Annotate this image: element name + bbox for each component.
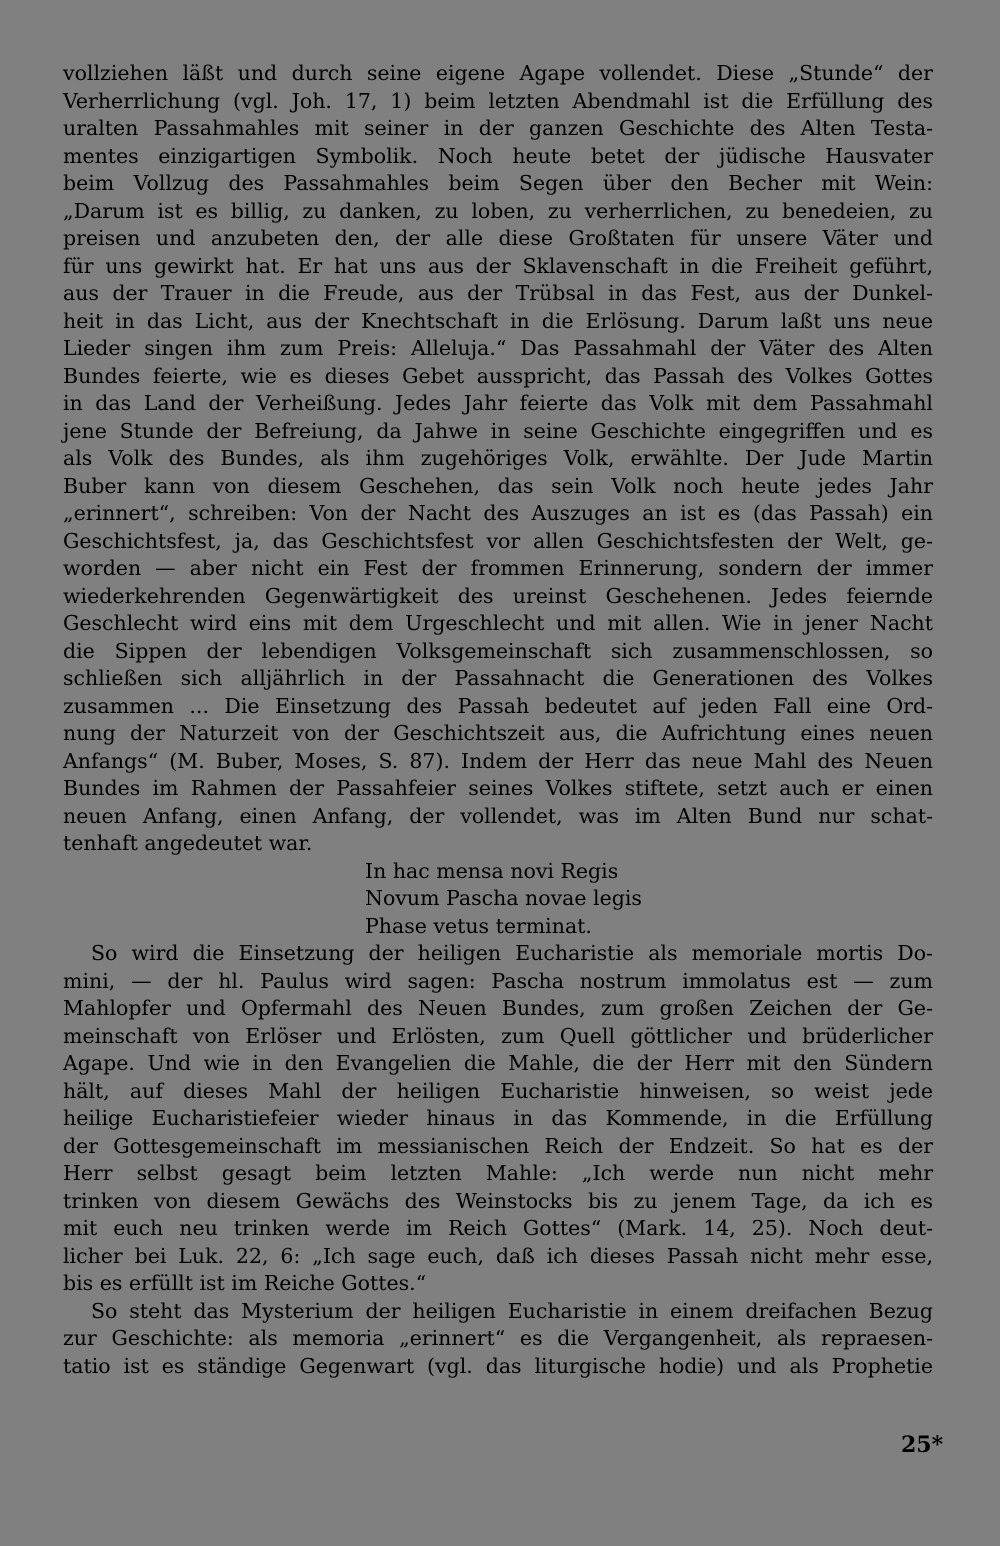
text-line: hält, auf dieses Mahl der heiligen Eucharistie hinweisen, so weist jede [63, 1078, 933, 1103]
text-line: mini, — der hl. Paulus wird sagen: Pascha nostrum immolatus est — zum [63, 968, 933, 993]
text-line: Bundes feierte, wie es dieses Gebet ausspricht, das Passah des Volkes Gottes [63, 363, 933, 388]
text-line: Herr selbst gesagt beim letzten Mahle: „Ich werde nun nicht mehr [63, 1161, 933, 1185]
text-line: mit euch neu trinken werde im Reich Gottes“ (Mark. 14, 25). Noch deut- [63, 1216, 933, 1240]
text-line: wiederkehrenden Gegenwärtigkeit des ureinst Geschehenen. Jedes feiernde [63, 583, 933, 608]
page-body [63, 60, 933, 1380]
verse-line: Novum Pascha novae legis [365, 886, 642, 910]
latin-verse [63, 858, 933, 941]
text-line: Buber kann von diesem Geschehen, das sein Volk noch heute jedes Jahr [63, 473, 933, 498]
text-line: für uns gewirkt hat. Er hat uns aus der Sklavenschaft in die Freiheit geführt, [63, 253, 933, 278]
page-number: 25* [901, 1432, 944, 1458]
text-line: Anfangs“ (M. Buber, Moses, S. 87). Indem der Herr das neue Mahl des Neuen [63, 748, 933, 773]
text-line: „Darum ist es billig, zu danken, zu loben, zu verherrlichen, zu benedeien, zu [63, 198, 933, 223]
text-line: der Gottesgemeinschaft im messianischen Reich der Endzeit. So hat es der [63, 1133, 933, 1158]
text-line: trinken von diesem Gewächs des Weinstocks bis zu jenem Tage, da ich es [63, 1188, 933, 1213]
text-line: meinschaft von Erlöser und Erlösten, zum Quell göttlicher und brüderlicher [63, 1023, 933, 1048]
text-line: worden — aber nicht ein Fest der frommen Erinnerung, sondern der immer [63, 556, 933, 580]
text-line: So wird die Einsetzung der heiligen Eucharistie als memoriale mortis Do- [91, 941, 933, 965]
text-line: zusammen ... Die Einsetzung des Passah bedeutet auf jeden Fall eine Ord- [63, 693, 933, 718]
text-line: jene Stunde der Befreiung, da Jahwe in seine Geschichte eingegriffen und es [63, 418, 933, 443]
text-line: vollziehen läßt und durch seine eigene Agape vollendet. Diese „Stunde“ der [63, 61, 933, 85]
text-line: heilige Eucharistiefeier wieder hinaus in das Kommende, in die Erfüllung [63, 1106, 933, 1130]
text-line: licher bei Luk. 22, 6: „Ich sage euch, daß ich dieses Passah nicht mehr esse, [63, 1243, 933, 1268]
text-line: in das Land der Verheißung. Jedes Jahr feierte das Volk mit dem Passahmahl [63, 391, 933, 415]
paragraph-2 [63, 940, 933, 1298]
text-line: aus der Trauer in die Freude, aus der Trübsal in das Fest, aus der Dunkel- [63, 281, 933, 305]
text-line: die Sippen der lebendigen Volksgemeinschaft sich zusammenschlossen, so [63, 638, 933, 663]
paragraph-1 [63, 60, 933, 858]
text-line: Lieder singen ihm zum Preis: Alleluja.“ Das Passahmahl der Väter des Alten [63, 336, 933, 360]
text-line: beim Vollzug des Passahmahles beim Segen über den Becher mit Wein: [63, 171, 933, 195]
text-line: zur Geschichte: als memoria „erinnert“ es die Vergangenheit, als repraesen- [63, 1326, 933, 1350]
verse-line: In hac mensa novi Regis [365, 858, 619, 883]
text-line: Bundes im Rahmen der Passahfeier seines Volkes stiftete, setzt auch er einen [63, 776, 933, 800]
text-line: mentes einzigartigen Symbolik. Noch heute betet der jüdische Hausvater [63, 143, 933, 168]
text-line: schließen sich alljährlich in der Passahnacht die Generationen des Volkes [63, 666, 933, 690]
text-line: uralten Passahmahles mit seiner in der ganzen Geschichte des Alten Testa- [63, 116, 933, 140]
text-line: Geschichtsfest, ja, das Geschichtsfest vor allen Geschichtsfesten der Welt, ge- [63, 528, 933, 553]
text-line: „erinnert“, schreiben: Von der Nacht des Auszuges an ist es (das Passah) ein [63, 501, 933, 525]
text-line: Agape. Und wie in den Evangelien die Mahle, die der Herr mit den Sündern [63, 1051, 933, 1075]
text-line: So steht das Mysterium der heiligen Eucharistie in einem dreifachen Bezug [91, 1298, 933, 1323]
text-line: preisen und anzubeten den, der alle diese Großtaten für unsere Väter und [63, 226, 933, 250]
paragraph-3 [63, 1298, 933, 1381]
text-line: tatio ist es ständige Gegenwart (vgl. das liturgische hodie) und als Prophetie [63, 1353, 933, 1378]
text-line: bis es erfüllt ist im Reiche Gottes.“ [63, 1271, 427, 1295]
text-line: tenhaft angedeutet war. [63, 831, 313, 855]
text-line: Mahlopfer und Opfermahl des Neuen Bundes, zum großen Zeichen der Ge- [63, 996, 933, 1020]
text-line: Geschlecht wird eins mit dem Urgeschlecht und mit allen. Wie in jener Nacht [63, 611, 933, 635]
verse-line: Phase vetus terminat. [365, 913, 592, 938]
text-line: Verherrlichung (vgl. Joh. 17, 1) beim letzten Abendmahl ist die Erfüllung des [63, 88, 933, 113]
text-line: als Volk des Bundes, als ihm zugehöriges Volk, erwählte. Der Jude Martin [63, 446, 933, 470]
text-line: nung der Naturzeit von der Geschichtszeit aus, die Aufrichtung eines neuen [63, 721, 933, 745]
text-line: neuen Anfang, einen Anfang, der vollendet, was im Alten Bund nur schat- [63, 803, 933, 828]
text-line: heit in das Licht, aus der Knechtschaft in die Erlösung. Darum laßt uns neue [63, 308, 933, 333]
